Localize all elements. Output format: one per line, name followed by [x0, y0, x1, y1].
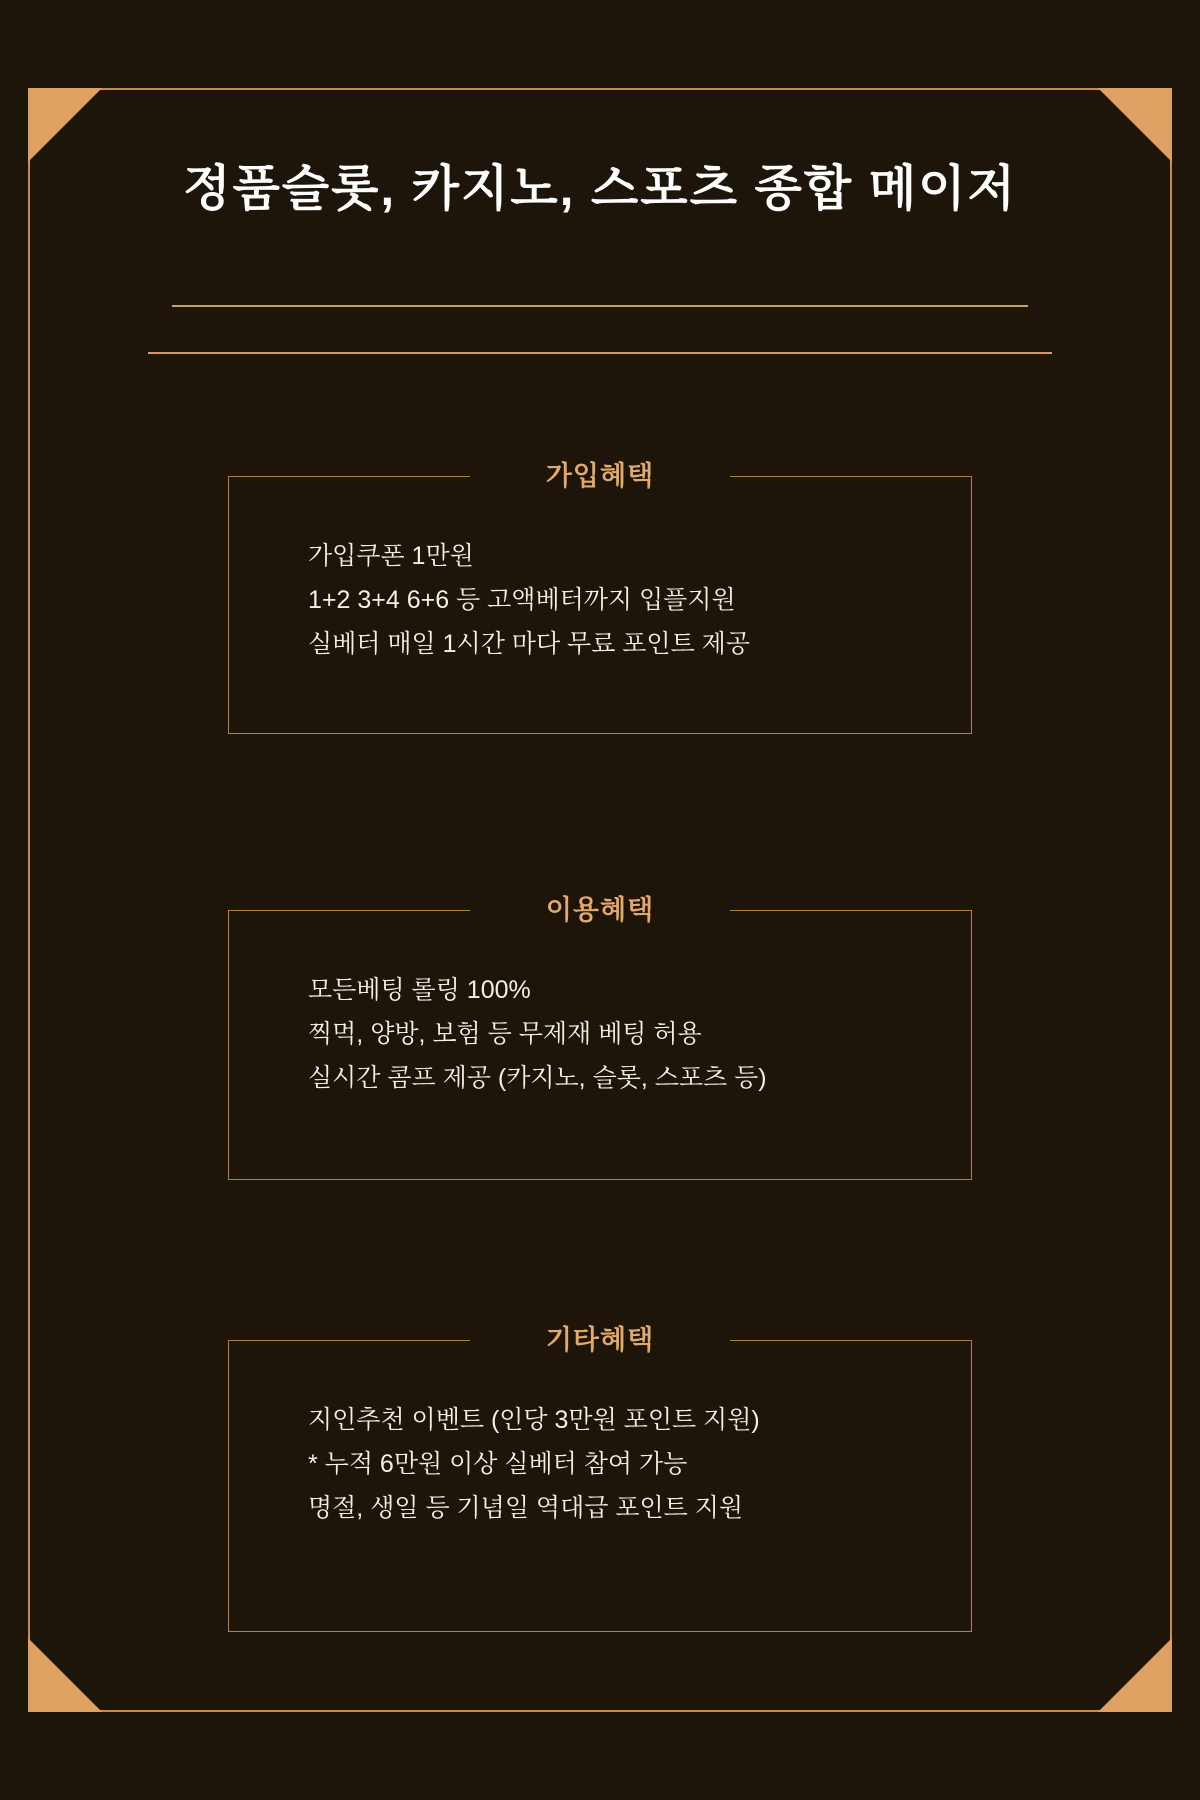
benefit-line: 모든베팅 롤링 100% [308, 976, 531, 1004]
benefit-heading: 이용혜택 [545, 895, 655, 925]
benefit-line: 명절, 생일 등 기념일 역대급 포인트 지원 [308, 1494, 744, 1522]
divider-line-lower [148, 352, 1052, 354]
benefit-heading: 기타혜택 [545, 1325, 655, 1355]
benefit-body [308, 534, 750, 666]
benefit-line: 찍먹, 양방, 보험 등 무제재 베팅 허용 [308, 1020, 702, 1048]
benefit-line: 지인추천 이벤트 (인당 3만원 포인트 지원) [308, 1406, 760, 1434]
benefit-line: 실시간 콤프 제공 (카지노, 슬롯, 스포츠 등) [308, 1064, 767, 1092]
benefit-body [308, 1398, 760, 1530]
divider-line-upper [172, 305, 1028, 307]
benefit-heading: 가입혜택 [545, 461, 655, 491]
page-title: 정품슬롯, 카지노, 스포츠 종합 메이저 [183, 162, 1017, 216]
benefit-line: 1+2 3+4 6+6 등 고액베터까지 입플지원 [308, 586, 736, 614]
benefit-body [308, 968, 767, 1100]
benefit-line: 가입쿠폰 1만원 [308, 542, 474, 570]
benefit-line: 실베터 매일 1시간 마다 무료 포인트 제공 [308, 630, 750, 658]
benefit-line: * 누적 6만원 이상 실베터 참여 가능 [308, 1450, 688, 1478]
